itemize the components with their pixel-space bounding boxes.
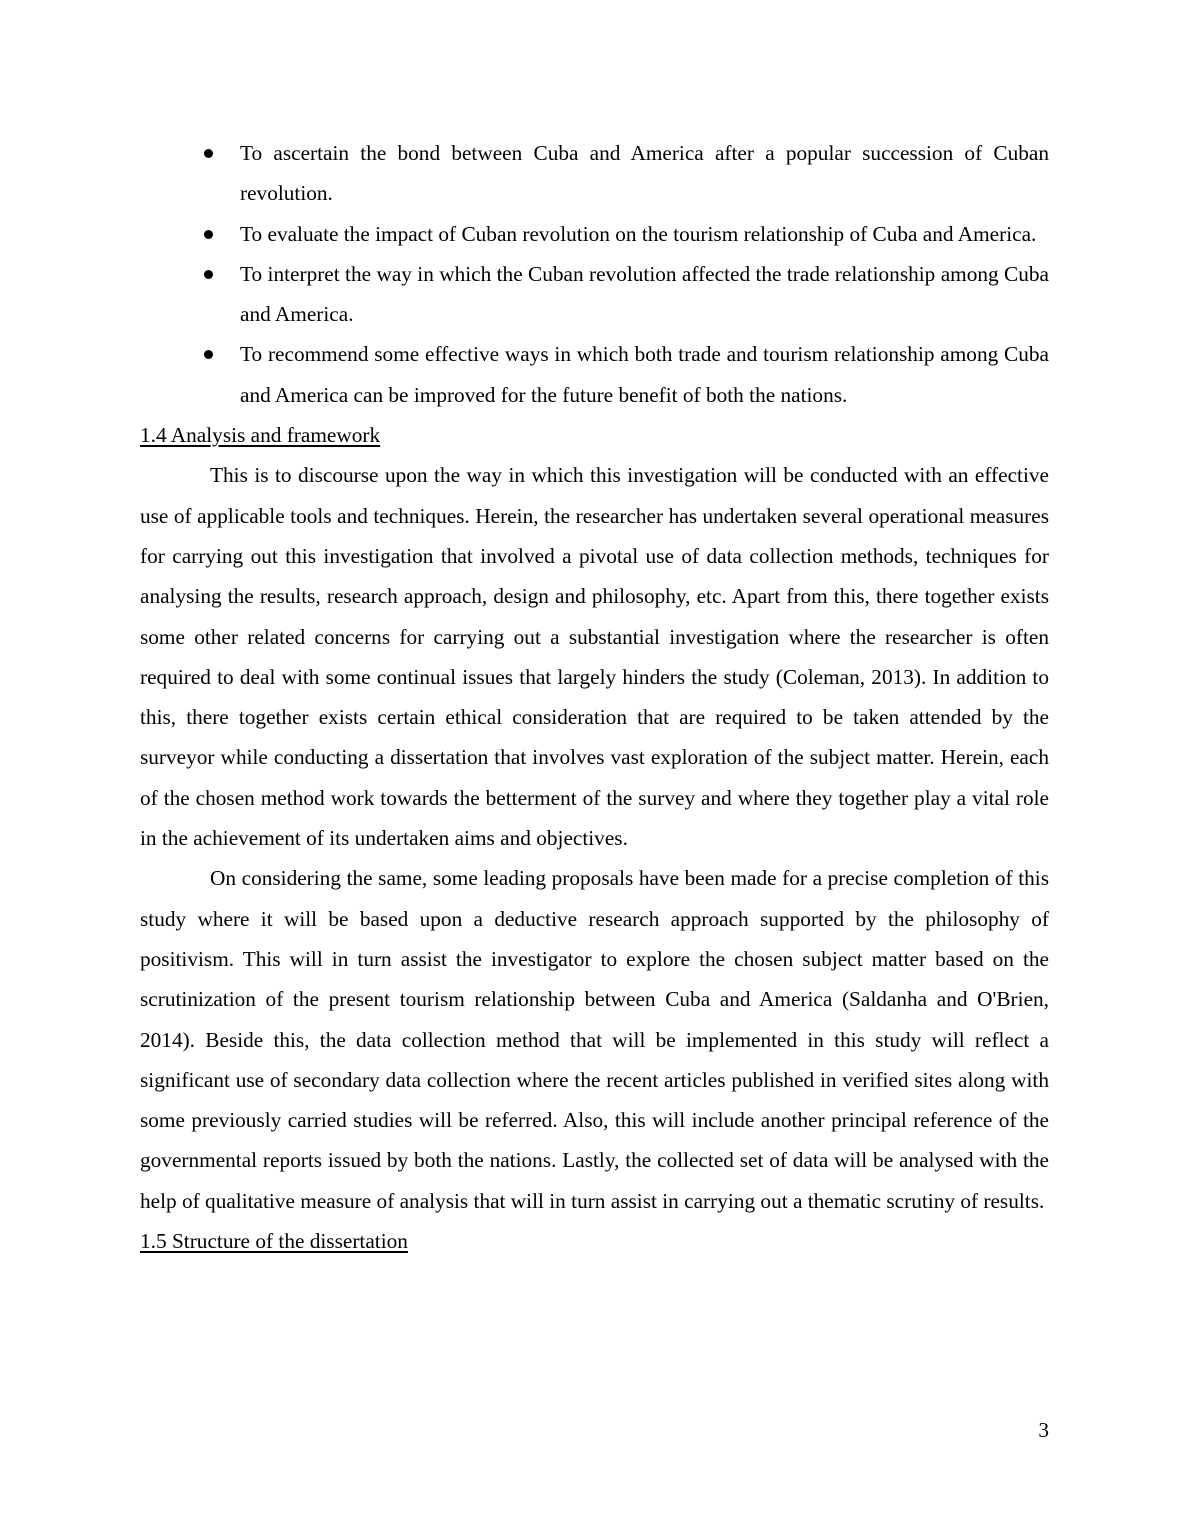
objectives-list [140, 133, 1049, 415]
objective-item [140, 334, 1049, 415]
objective-text: To evaluate the impact of Cuban revolution on the tourism relationship of Cuba and America. [240, 221, 1037, 246]
page-number: 3 [1038, 1418, 1049, 1442]
objective-text: To recommend some effective ways in which both trade and tourism relationship among Cuba and America can be improved for the future benefit of both the nations. [240, 342, 1049, 407]
bullet-icon [204, 230, 213, 239]
objective-item [140, 254, 1049, 335]
bullet-icon [204, 350, 213, 359]
bullet-icon [204, 149, 213, 158]
page-content [140, 133, 1049, 1261]
section-heading-analysis-framework: 1.4 Analysis and framework [140, 423, 381, 448]
bullet-icon [204, 270, 213, 279]
body-paragraph: On considering the same, some leading proposals have been made for a precise completion of this study where it will be based upon a deductive research approach supported by the philosophy of positivism. This will in turn assist the investigator to explore the chosen subject matter based on the scrutinization of the present tourism relationship between Cuba and America (Saldanha and O'Brien, 2014). Beside this, the data collection method that will be implemented in this study will reflect a significant use of secondary data collection where the recent articles published in verified sites along with some previously carried studies will be referred. Also, this will include another principal reference of the governmental reports issued by both the nations. Lastly, the collected set of data will be analysed with the help of qualitative measure of analysis that will in turn assist in carrying out a thematic scrutiny of results. [140, 866, 1049, 1213]
objective-text: To interpret the way in which the Cuban revolution affected the trade relationship among Cuba and America. [240, 261, 1049, 327]
objective-item [140, 133, 1049, 214]
objective-text: To ascertain the bond between Cuba and America after a popular succession of Cuban revolution. [240, 141, 1049, 206]
objective-item [140, 214, 1049, 254]
section-heading-structure: 1.5 Structure of the dissertation [140, 1229, 408, 1254]
body-paragraph: This is to discourse upon the way in which this investigation will be conducted with an effective use of applicable tools and techniques. Herein, the researcher has undertaken several operational measures for carrying out this investigation that involved a pivotal use of data collection methods, techniques for analysing the results, research approach, design and philosophy, etc. Apart from this, there together exists some other related concerns for carrying out a substantial investigation where the researcher is often required to deal with some continual issues that largely hinders the study (Coleman, 2013). In addition to this, there together exists certain ethical consideration that are required to be taken attended by the surveyor while conducting a dissertation that involves vast exploration of the subject matter. Herein, each of the chosen method work towards the betterment of the survey and where they together play a vital role in the achievement of its undertaken aims and objectives. [140, 463, 1049, 851]
